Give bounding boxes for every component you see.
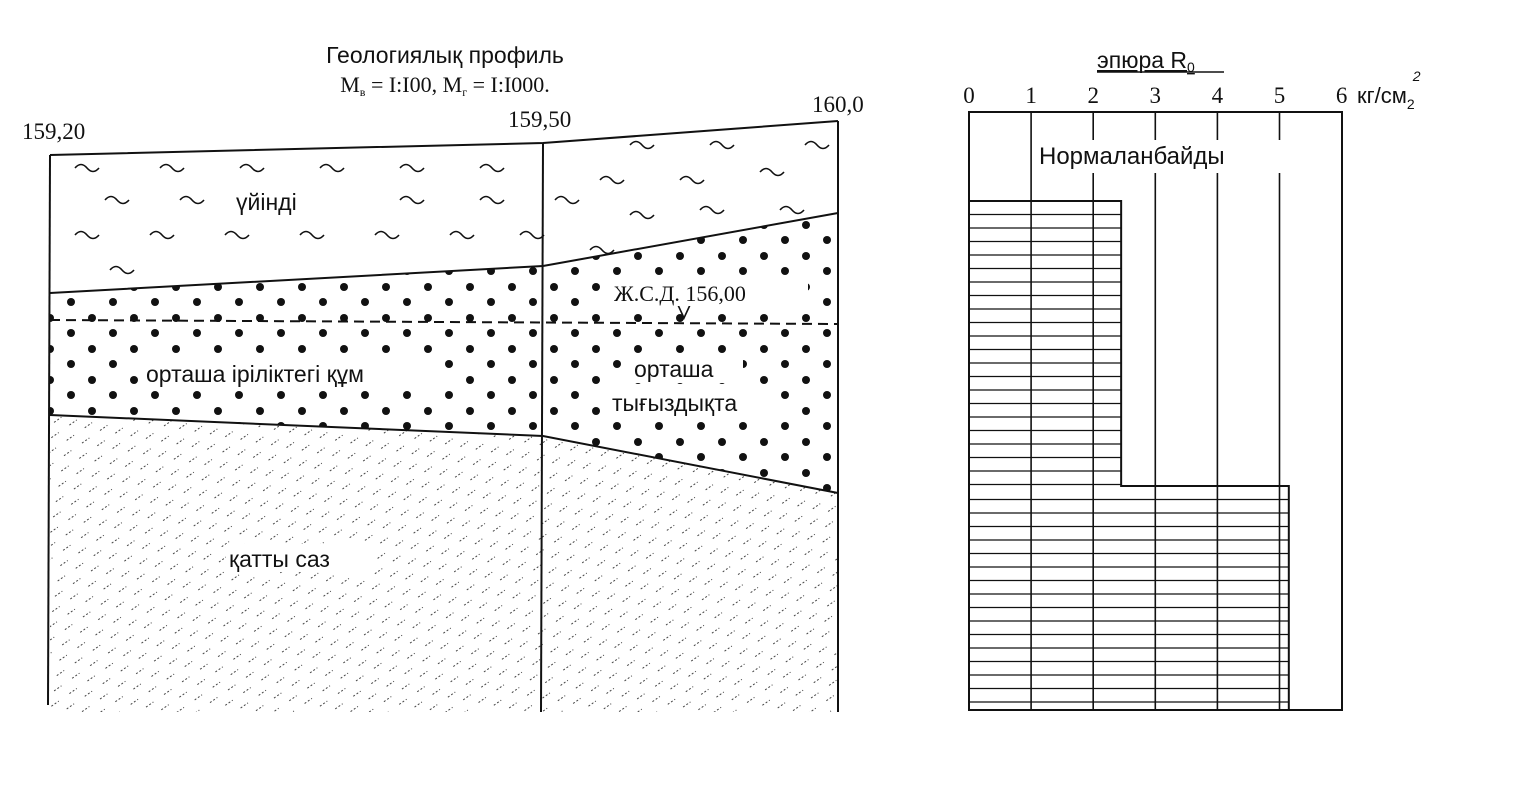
fill-tilde-mark — [700, 207, 724, 214]
fill-tilde-mark — [240, 165, 264, 172]
fill-tilde-mark — [590, 247, 614, 254]
fill-tilde-mark — [480, 197, 504, 204]
fill-tilde-mark — [375, 232, 399, 239]
fill-tilde-mark — [180, 197, 204, 204]
elevation-middle: 159,50 — [508, 107, 572, 132]
epure-unit: $кг/см_22$ — [1357, 68, 1421, 112]
fill-tilde-mark — [225, 232, 249, 239]
epure-bars — [969, 201, 1289, 710]
epure-tick-label: 4 — [1211, 83, 1224, 108]
groundwater-label: Ж.С.Д. 156,00 — [614, 281, 746, 306]
epure-tick-label: 0 — [963, 83, 975, 108]
fill-tilde-mark — [600, 177, 624, 184]
fill-tilde-mark — [110, 267, 134, 274]
elevation-right: 160,0 — [812, 92, 864, 117]
profile-title: Геологиялық профиль — [326, 42, 564, 68]
clay-label: қатты саз — [229, 546, 330, 572]
fill-tilde-mark — [520, 232, 544, 239]
epure-tick-label: 6 — [1335, 83, 1348, 108]
fill-tilde-mark — [160, 165, 184, 172]
epure-title: эпюра R0 — [1097, 47, 1195, 75]
fill-tilde-mark — [555, 197, 579, 204]
epure-tick-label: 1 — [1025, 83, 1037, 108]
fill-tilde-mark — [710, 142, 734, 149]
fill-tilde-mark — [300, 232, 324, 239]
fill-tilde-mark — [630, 212, 654, 219]
borehole-left — [48, 155, 50, 705]
fill-tilde-mark — [400, 197, 424, 204]
sand-label: орташа іріліктегі құм — [146, 361, 364, 387]
fill-tilde-mark — [805, 142, 829, 149]
fill-tilde-mark — [75, 232, 99, 239]
fill-tilde-mark — [630, 142, 654, 149]
density-label-line2: тығыздықта — [612, 390, 738, 416]
fill-tilde-mark — [780, 207, 804, 214]
profile-scale: Mв = I:I00, Mг = I:I000. — [340, 72, 550, 99]
density-label-line1: орташа — [634, 356, 714, 382]
epure-outline — [969, 201, 1289, 710]
geological-profile — [22, 42, 864, 720]
epure-tick-label: 3 — [1149, 83, 1162, 108]
elevation-left: 159,20 — [22, 119, 86, 144]
fill-tilde-mark — [450, 232, 474, 239]
fill-label: үйінді — [236, 189, 297, 215]
fill-tilde-mark — [105, 197, 129, 204]
epure-chart — [963, 47, 1420, 710]
epure-tick-label: 5 — [1273, 83, 1286, 108]
fill-tilde-mark — [760, 169, 784, 176]
fill-tilde-mark — [75, 165, 99, 172]
fill-tilde-mark — [680, 177, 704, 184]
fill-tilde-mark — [400, 165, 424, 172]
epure-tick-label: 2 — [1087, 83, 1099, 108]
fill-tilde-mark — [150, 232, 174, 239]
ground-surface-line — [50, 121, 838, 155]
fill-tilde-mark — [320, 165, 344, 172]
fill-tilde-mark — [480, 165, 504, 172]
epure-axis-ticks — [963, 83, 1347, 108]
epure-note: Нормаланбайды — [1039, 143, 1225, 170]
